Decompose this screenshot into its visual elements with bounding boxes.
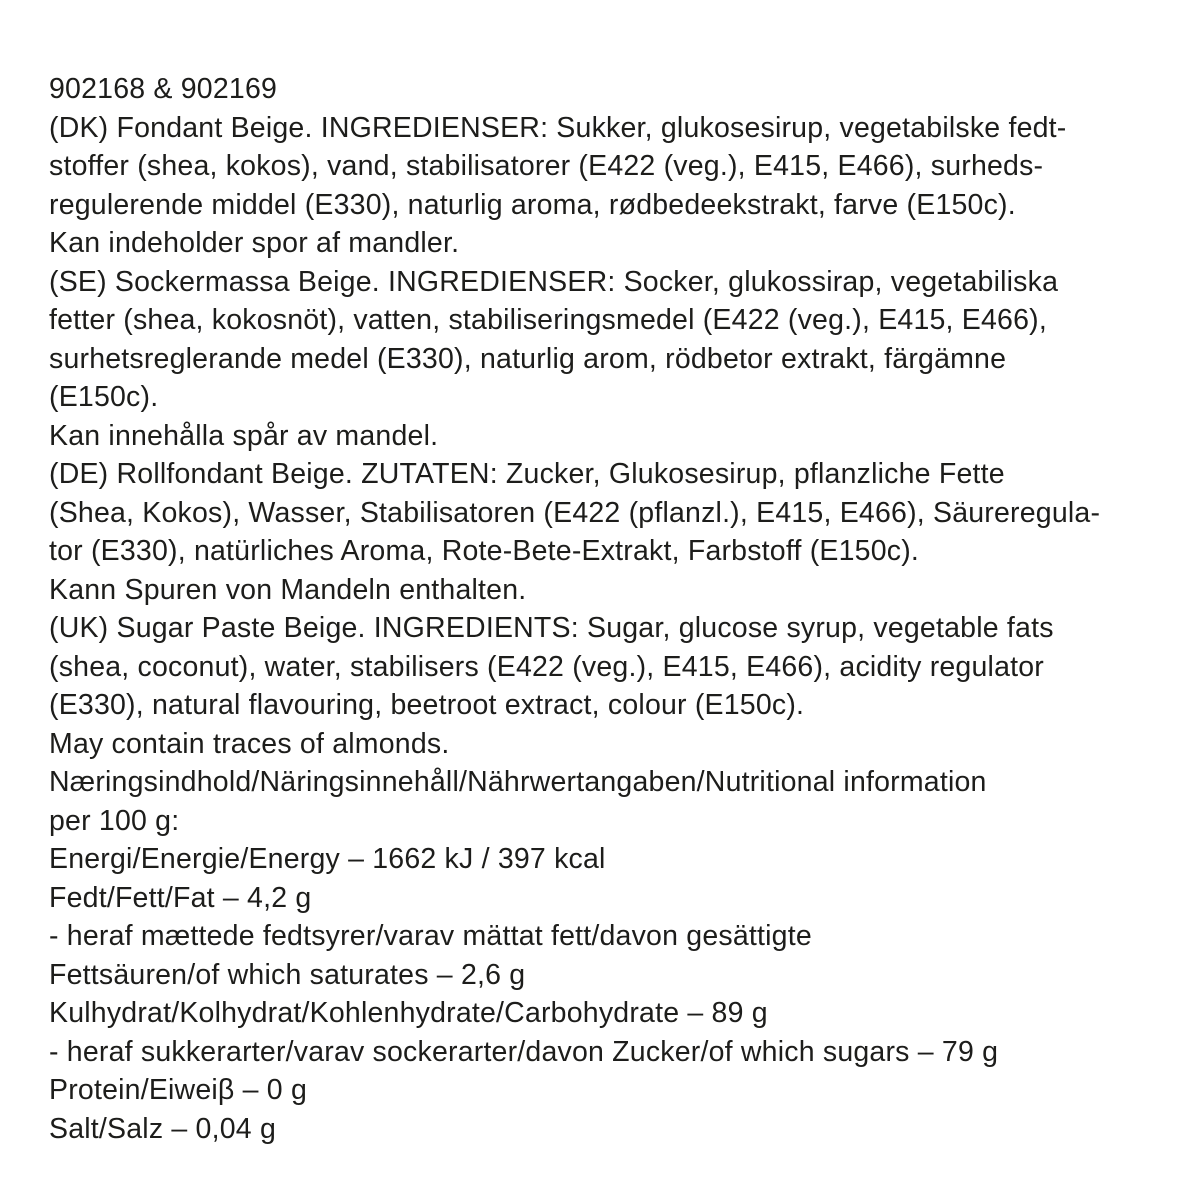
se-allergen-line: Kan innehålla spår av mandel. (49, 419, 439, 452)
de-allergen-line: Kann Spuren von Mandeln enthalten. (49, 573, 527, 606)
dk-allergen-line: Kan indeholder spor af mandler. (49, 227, 460, 259)
nutrition-salt-line: Salt/Salz – 0,04 g (49, 1112, 276, 1145)
de-ingredients-line: tor (E330), natürliches Aroma, Rote-Bete-Extrakt, Farbstoff (E150c). (49, 535, 920, 567)
nutrition-carbohydrate-line: Kulhydrat/Kolhydrat/Kohlenhydrate/Carbohydrate – 89 g (49, 997, 768, 1029)
nutrition-sugars-line: - heraf sukkerarter/varav sockerarter/davon Zucker/of which sugars – 79 g (49, 1035, 999, 1068)
de-ingredients-line: (DE) Rollfondant Beige. ZUTATEN: Zucker, Glukosesirup, pflanzliche Fette (49, 458, 1005, 490)
se-ingredients-line: (SE) Sockermassa Beige. INGREDIENSER: Socker, glukossirap, vegetabiliska (49, 265, 1059, 298)
nutrition-header-line: per 100 g: (49, 804, 180, 837)
se-ingredients-line: surhetsreglerande medel (E330), naturlig arom, rödbetor extrakt, färgämne (49, 342, 1007, 375)
uk-allergen-line: May contain traces of almonds. (49, 727, 450, 760)
label-text-block (49, 70, 1169, 1148)
uk-ingredients-line: (E330), natural flavouring, beetroot extract, colour (E150c). (49, 689, 805, 721)
se-ingredients-line: fetter (shea, kokosnöt), vatten, stabiliseringsmedel (E422 (veg.), E415, E466), (49, 304, 1047, 336)
de-ingredients-line: (Shea, Kokos), Wasser, Stabilisatoren (E422 (pflanzl.), E415, E466), Säureregula- (49, 496, 1101, 529)
uk-ingredients-line: (UK) Sugar Paste Beige. INGREDIENTS: Sugar, glucose syrup, vegetable fats (49, 612, 1054, 644)
nutrition-saturates-line: Fettsäuren/of which saturates – 2,6 g (49, 958, 526, 991)
dk-ingredients-line: stoffer (shea, kokos), vand, stabilisatorer (E422 (veg.), E415, E466), surheds- (49, 150, 1044, 182)
dk-ingredients-line: regulerende middel (E330), naturlig aroma, rødbedeekstrakt, farve (E150c). (49, 188, 1016, 221)
product-codes: 902168 & 902169 (49, 73, 278, 105)
nutrition-saturates-line: - heraf mættede fedtsyrer/varav mättat fett/davon gesättigte (49, 920, 812, 952)
nutrition-energy-line: Energi/Energie/Energy – 1662 kJ / 397 kcal (49, 843, 606, 875)
uk-ingredients-line: (shea, coconut), water, stabilisers (E422 (veg.), E415, E466), acidity regulator (49, 650, 1044, 683)
dk-ingredients-line: (DK) Fondant Beige. INGREDIENSER: Sukker, glukosesirup, vegetabilske fedt- (49, 111, 1067, 144)
nutrition-protein-line: Protein/Eiweiβ – 0 g (49, 1074, 308, 1106)
se-ingredients-line: (E150c). (49, 381, 159, 413)
nutrition-fat-line: Fedt/Fett/Fat – 4,2 g (49, 881, 312, 914)
nutrition-header-line: Næringsindhold/Näringsinnehåll/Nährwertangaben/Nutritional information (49, 766, 987, 798)
